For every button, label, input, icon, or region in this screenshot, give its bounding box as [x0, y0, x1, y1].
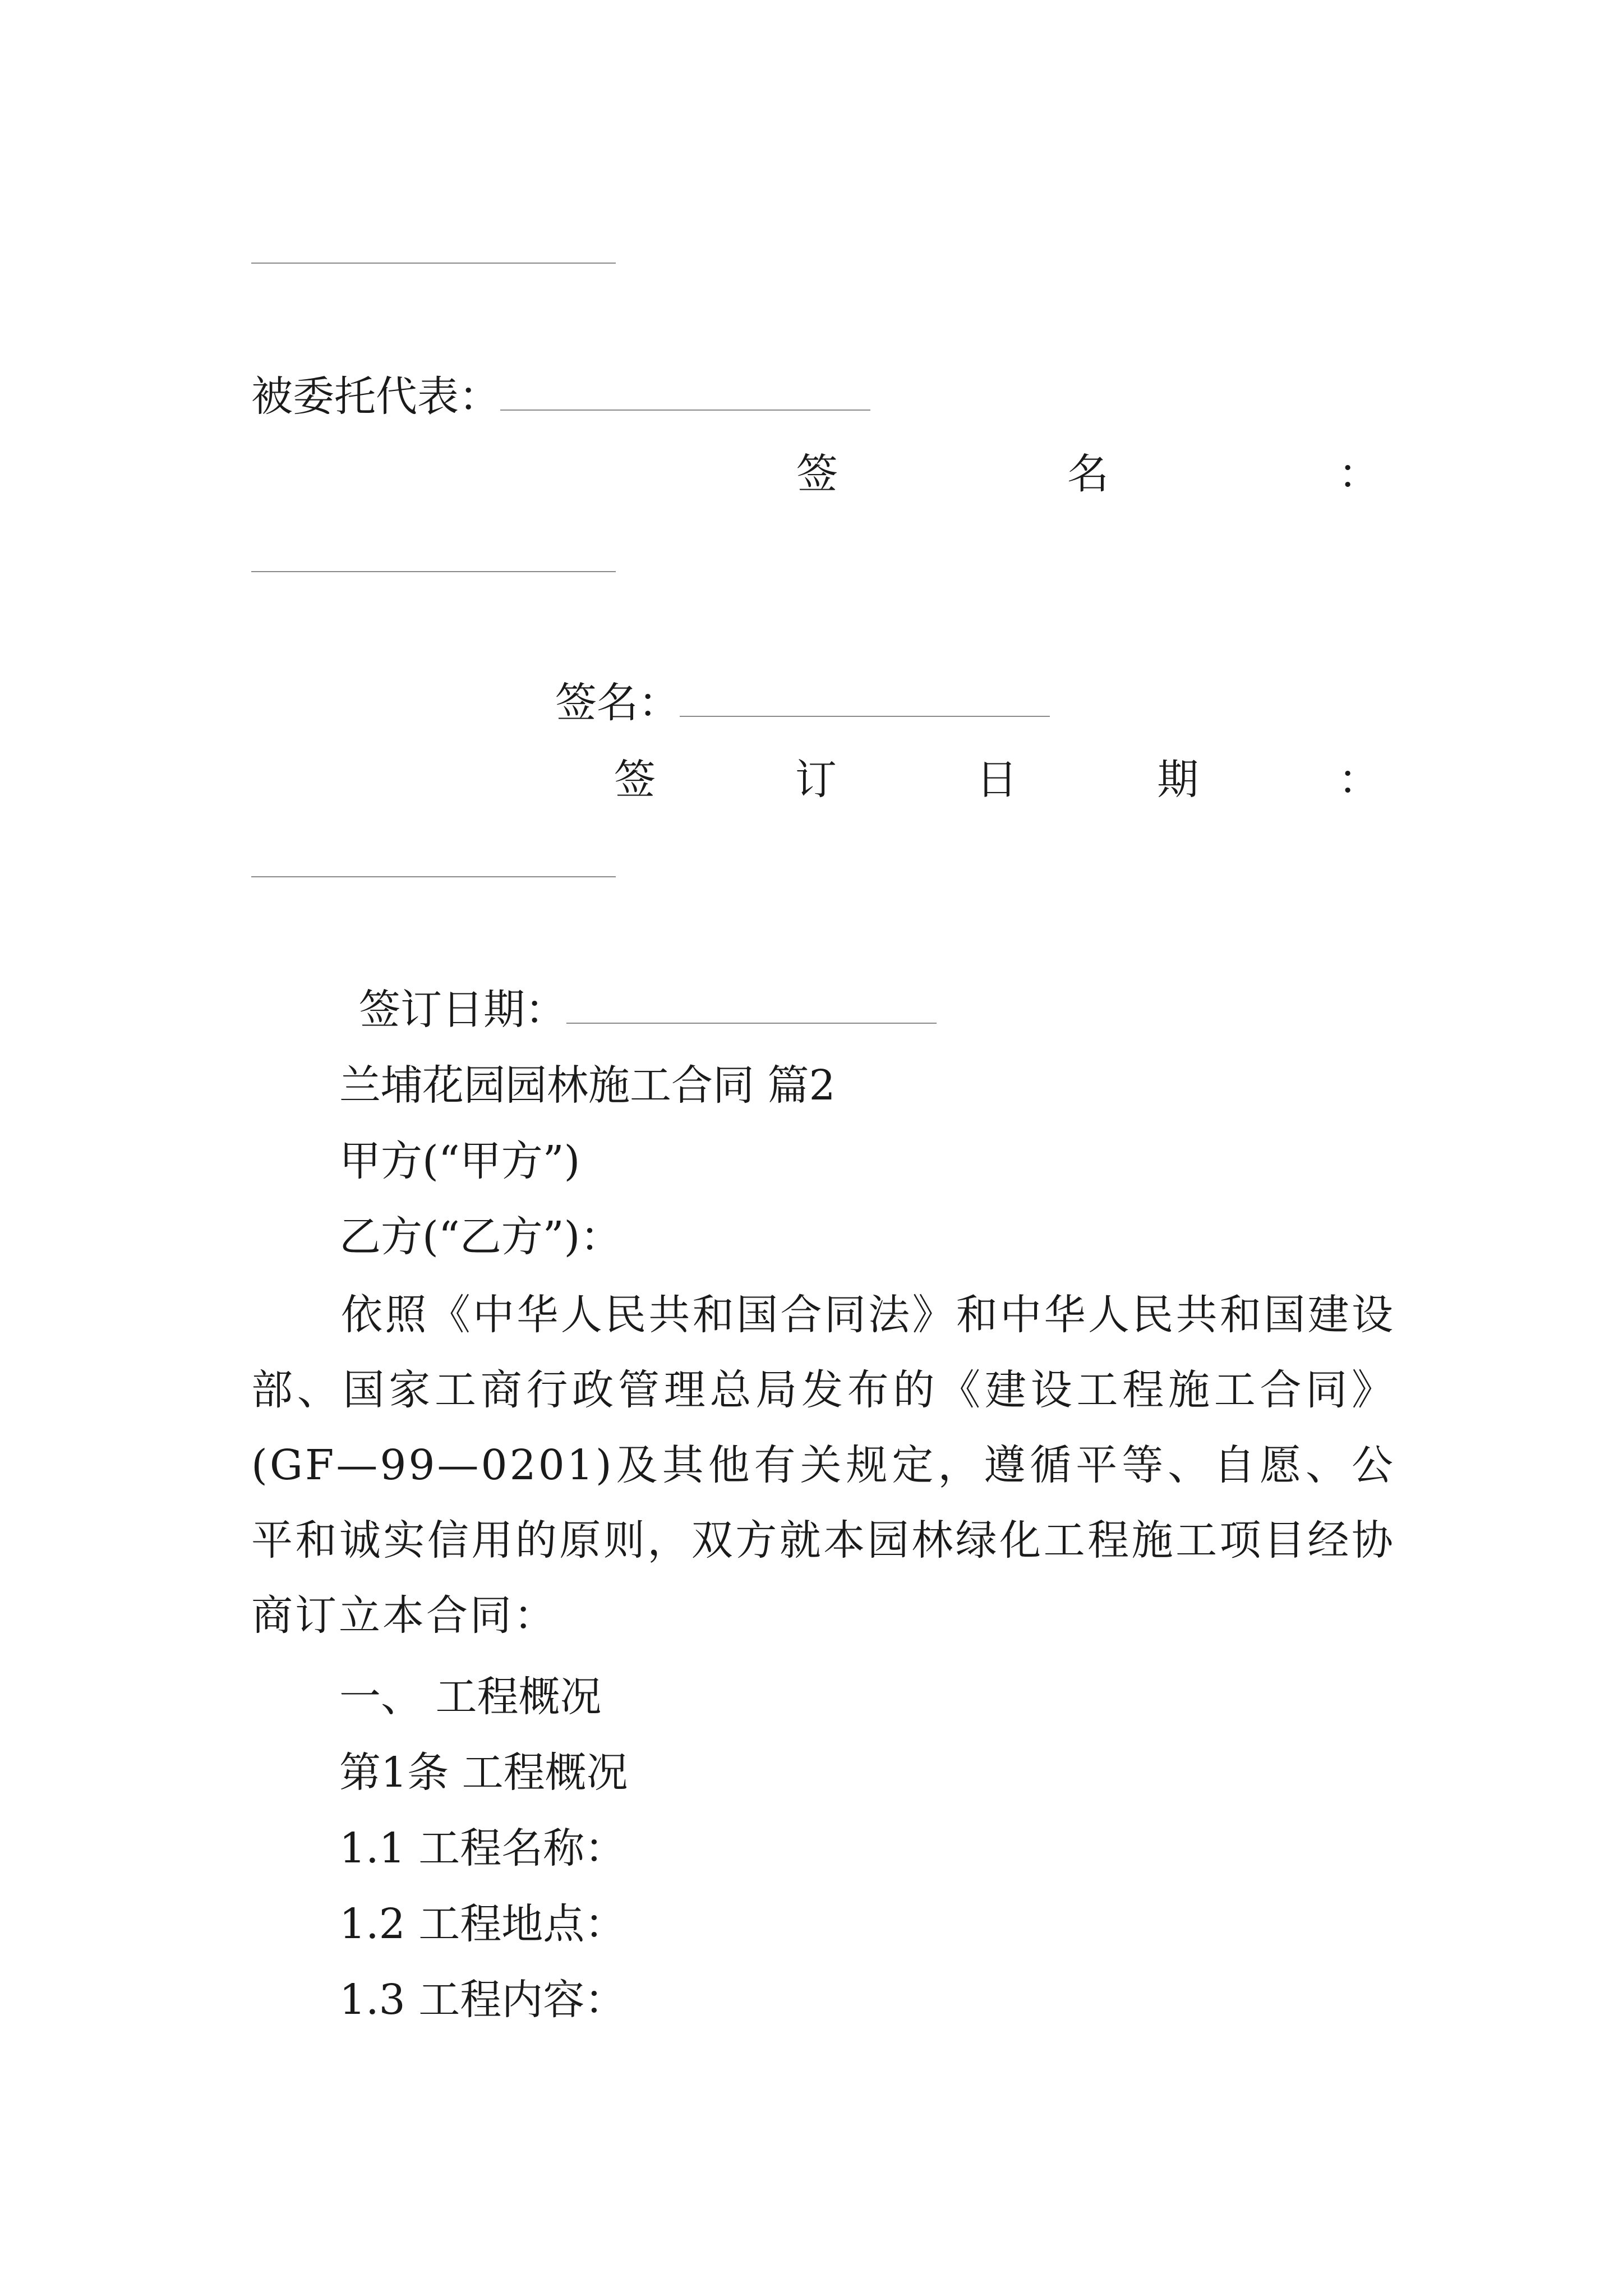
article-heading: 第1条 工程概况: [339, 1749, 628, 1797]
sign-date-label: 签订日期：: [359, 986, 566, 1034]
signature-char: 名: [1067, 450, 1109, 498]
date-char: ：: [1338, 756, 1380, 804]
signature-char: ：: [1338, 450, 1380, 498]
sign-date-blank: [566, 1017, 937, 1024]
signature-blank-line: [251, 263, 616, 264]
representative-field: [251, 371, 870, 422]
date-char: 期: [1157, 756, 1199, 804]
date-spread-row: [614, 754, 1380, 805]
signature-label: 签名：: [555, 679, 680, 727]
signature-char: 签: [796, 450, 838, 498]
contract-title: 兰埔花园园林施工合同 篇2: [339, 1061, 836, 1110]
date-char: 签: [614, 756, 656, 804]
intro-paragraph: 依照《中华人民共和国合同法》和中华人民共和国建设部、国家工商行政管理总局发布的《建设工程施工合同》(GF—99—0201)及其他有关规定，遵循平等、自愿、公平和诚实信用的原则，双方就本园林绿化工程施工项目经协商订立本合同：: [251, 1291, 1395, 1640]
date-char: 日: [976, 756, 1018, 804]
party-b: 乙方(“乙方”)：: [339, 1213, 622, 1261]
signature-blank-line: [251, 571, 616, 572]
date-char: 订: [795, 756, 837, 804]
representative-blank: [500, 404, 870, 411]
representative-label: 被委托代表：: [251, 372, 500, 421]
section-heading: 一、 工程概况: [339, 1673, 602, 1721]
party-a: 甲方(“甲方”): [339, 1137, 580, 1185]
signature-spread-row: [796, 449, 1380, 499]
item-project-name: 1.1 工程名称：: [339, 1824, 626, 1872]
item-project-content: 1.3 工程内容：: [339, 1976, 626, 2024]
item-project-location: 1.2 工程地点：: [339, 1900, 626, 1948]
signature-field: [555, 678, 1050, 728]
signature-blank: [680, 710, 1050, 717]
sign-date-field: [359, 984, 937, 1035]
date-blank-line: [251, 876, 616, 877]
